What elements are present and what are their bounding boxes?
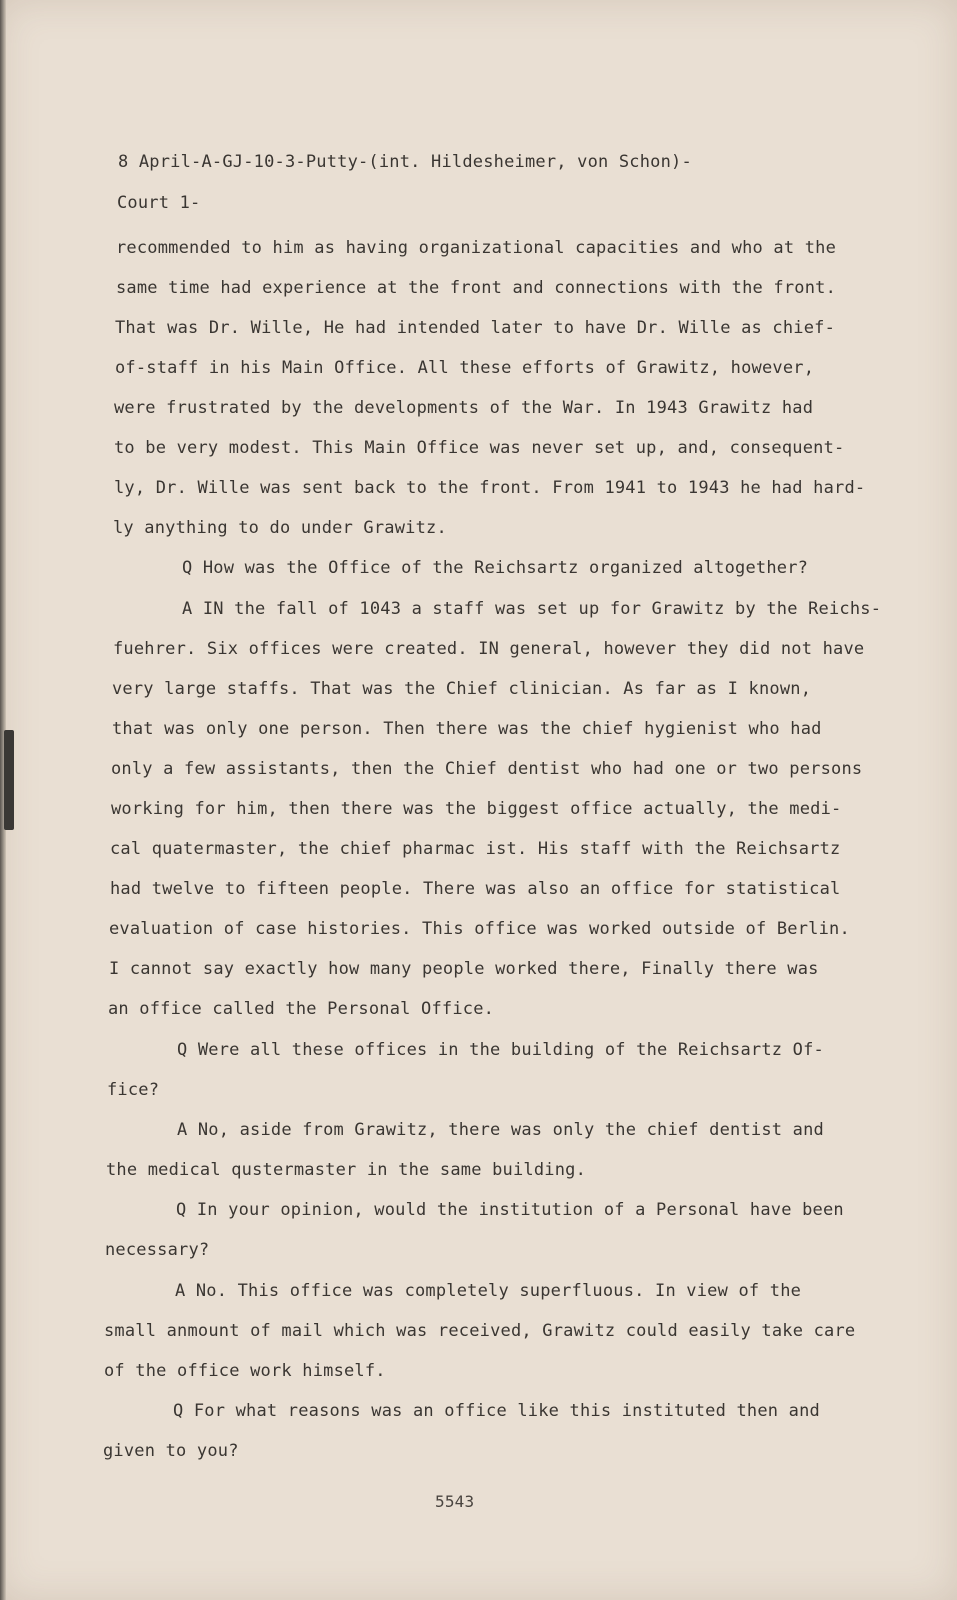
text-line: had twelve to fifteen people. There was also an office for statistical — [110, 879, 841, 899]
question-line: Q In your opinion, would the institution of a Personal have been — [176, 1200, 844, 1220]
court-label: Court 1- — [117, 193, 201, 213]
page-number: 5543 — [435, 1492, 475, 1511]
text-line: same time had experience at the front and connections with the front. — [116, 278, 837, 298]
text-line: only a few assistants, then the Chief dentist who had one or two persons — [111, 759, 863, 779]
text-line: ly anything to do under Grawitz. — [113, 518, 447, 538]
text-line: very large staffs. That was the Chief clinician. As far as I known, — [112, 679, 812, 699]
text-line: were frustrated by the developments of the War. In 1943 Grawitz had — [114, 398, 814, 418]
text-line: evaluation of case histories. This office was worked outside of Berlin. — [109, 919, 850, 939]
answer-line: A No, aside from Grawitz, there was only the chief dentist and — [177, 1120, 824, 1140]
question-line: Q For what reasons was an office like this instituted then and — [173, 1401, 820, 1421]
text-line: the medical qustermaster in the same building. — [106, 1160, 587, 1180]
text-line: recommended to him as having organizational capacities and who at the — [116, 238, 837, 258]
text-line: fice? — [107, 1080, 160, 1100]
text-line: given to you? — [103, 1441, 239, 1461]
text-line: cal quatermaster, the chief pharmac ist. His staff with the Reichsartz — [110, 839, 841, 859]
question-line: Q How was the Office of the Reichsartz organized altogether? — [182, 558, 809, 578]
text-line: necessary? — [105, 1240, 210, 1260]
text-line: an office called the Personal Office. — [108, 999, 495, 1019]
question-line: Q Were all these offices in the building of the Reichsartz Of- — [177, 1040, 824, 1060]
text-line: I cannot say exactly how many people worked there, Finally there was — [109, 959, 819, 979]
document-header: 8 April-A-GJ-10-3-Putty-(int. Hildesheimer, von Schon)- — [118, 152, 692, 172]
text-line: fuehrer. Six offices were created. IN general, however they did not have — [113, 639, 865, 659]
text-line: that was only one person. Then there was the chief hygienist who had — [112, 719, 822, 739]
text-line: of-staff in his Main Office. All these efforts of Grawitz, however, — [115, 358, 815, 378]
text-line: That was Dr. Wille, He had intended later to have Dr. Wille as chief- — [115, 318, 836, 338]
text-line: small anmount of mail which was received, Grawitz could easily take care — [104, 1321, 856, 1341]
text-line: ly, Dr. Wille was sent back to the front. From 1941 to 1943 he had hard- — [114, 478, 866, 498]
answer-line: A IN the fall of 1043 a staff was set up for Grawitz by the Reichs- — [182, 599, 882, 619]
text-line: working for him, then there was the biggest office actually, the medi- — [111, 799, 842, 819]
answer-line: A No. This office was completely superfluous. In view of the — [175, 1281, 802, 1301]
text-line: of the office work himself. — [104, 1361, 386, 1381]
text-line: to be very modest. This Main Office was never set up, and, consequent- — [114, 438, 845, 458]
